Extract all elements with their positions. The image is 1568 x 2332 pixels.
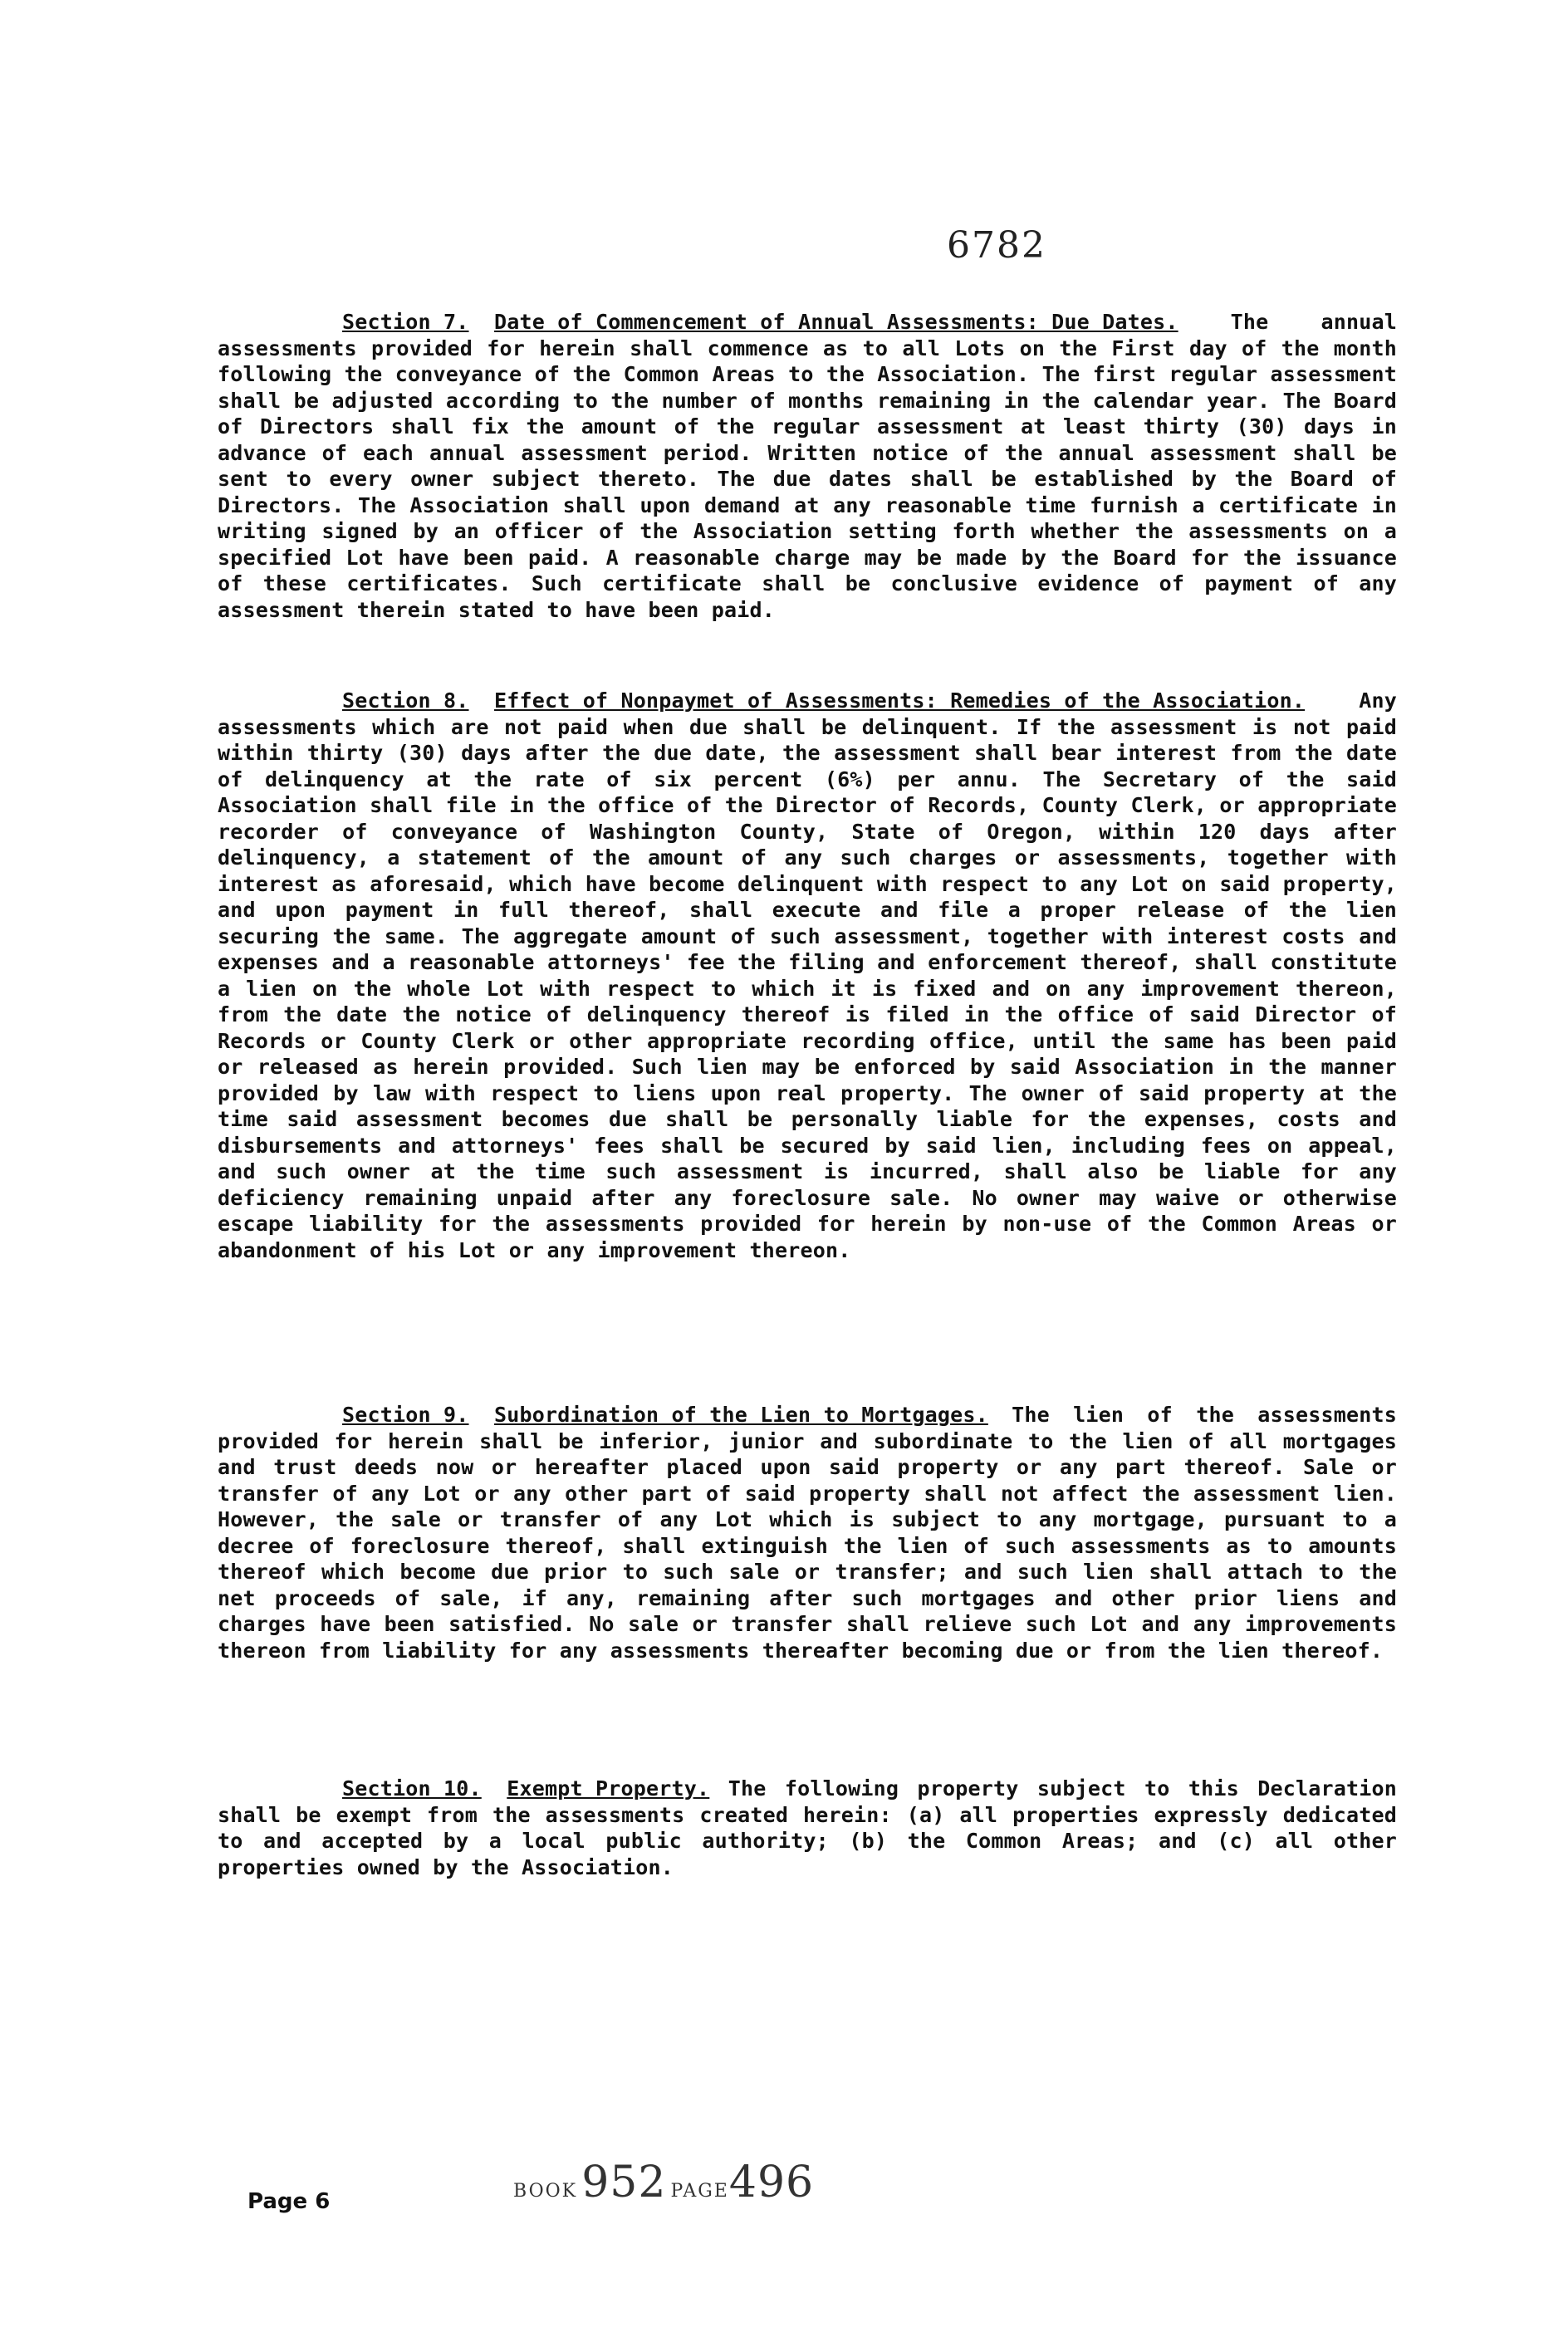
section-heading xyxy=(218,688,1305,714)
section-8 xyxy=(218,688,1397,1263)
section-title: Effect of Nonpaymet of Assessments: Remedies of the Association. xyxy=(494,688,1306,713)
page-label: Page 6 xyxy=(247,2189,331,2214)
section-body: Any assessments which are not paid when due shall be delinquent. If the assessment is not paid within thirty (30) days after the due date, the assessment shall bear interest from the date of delinquency at the rate of six percent (6%) per annu. The Secretary of the said Association shall file in the office of the Director of Records, County Clerk, or appropriate recorder of conveyance of Washington County, State of Oregon, within 120 days after delinquency, a statement of the amount of any such charges or assessments, together with interest as aforesaid, which have become delinquent with respect to any Lot on said property, and upon payment in full thereof, shall execute and file a proper release of the lien securing the same. The aggregate amount of such assessment, together with interest costs and expenses and a reasonable attorneys' fee the filing and enforcement thereof, shall constitute a lien on the whole Lot with respect to which it is fixed and on any improvement thereon, from the date the notice of delinquency thereof is filed in the office of said Director of Records or County Clerk or other appropriate recording office, until the same has been paid or released as herein provided. Such lien may be enforced by said Association in the manner provided by law with respect to liens upon real property. The owner of said property at the time said assessment becomes due shall be personally liable for the expenses, costs and disbursements and attorneys' fees shall be secured by said lien, including fees on appeal, and such owner at the time such assessment is incurred, shall also be liable for any deficiency remaining unpaid after any foreclosure sale. No owner may waive or otherwise escape liability for the assessments provided for herein by non-use of the Common Areas or abandonment of his Lot or any improvement thereon. xyxy=(218,688,1397,1262)
section-body: The lien of the assessments provided for herein shall be inferior, junior and subordinate to the lien of all mortgages and trust deeds now or hereafter placed upon said property or any part thereof. Sale or transfer of any Lot or any other part of said property shall not affect the assessment lien. However, the sale or transfer of any Lot which is subject to any mortgage, pursuant to a decree of foreclosure thereof, shall extinguish the lien of such assessments as to amounts thereof which become due prior to such sale or transfer; and such lien shall attach to the net proceeds of sale, if any, remaining after such mortgages and other prior liens and charges have been satisfied. No sale or transfer shall relieve such Lot and any improvements thereon from liability for any assessments thereafter becoming due or from the lien thereof. xyxy=(218,1403,1397,1663)
section-heading xyxy=(218,309,1178,336)
section-title: Date of Commencement of Annual Assessments: Due Dates. xyxy=(494,310,1178,334)
section-7 xyxy=(218,309,1397,623)
book-number: 952 xyxy=(581,2158,667,2207)
section-heading xyxy=(218,1402,988,1428)
section-number: Section 10. xyxy=(342,1776,482,1800)
book-page-stamp xyxy=(513,2158,814,2207)
section-heading xyxy=(218,1776,709,1802)
section-9 xyxy=(218,1402,1397,1663)
page-stamp-number: 496 xyxy=(728,2158,815,2207)
section-title: Subordination of the Lien to Mortgages. xyxy=(494,1403,988,1427)
page-stamp-label: PAGE xyxy=(670,2181,729,2202)
section-10 xyxy=(218,1776,1397,1880)
section-body: The annual assessments provided for herein shall commence as to all Lots on the First day of the month following the conveyance of the Common Areas to the Association. The first regular assessment shall be adjusted according to the number of months remaining in the calendar year. The Board of Directors shall fix the amount of the regular assessment at least thirty (30) days in advance of each annual assessment period. Written notice of the annual assessment shall be sent to every owner subject thereto. The due dates shall be established by the Board of Directors. The Association shall upon demand at any reasonable time furnish a certificate in writing signed by an officer of the Association setting forth whether the assessments on a specified Lot have been paid. A reasonable charge may be made by the Board for the issuance of these certificates. Such certificate shall be conclusive evidence of payment of any assessment therein stated to have been paid. xyxy=(218,310,1397,622)
section-number: Section 9. xyxy=(342,1403,469,1427)
section-number: Section 8. xyxy=(342,688,469,713)
book-label: BOOK xyxy=(513,2181,578,2202)
page-code: 6782 xyxy=(947,224,1046,267)
section-title: Exempt Property. xyxy=(507,1776,710,1800)
section-body: The following property subject to this Declaration shall be exempt from the assessments created herein: (a) all properties expressly dedicated to and accepted by a local public authority; (b) the Common Areas; and (c) all other properties owned by the Association. xyxy=(218,1776,1397,1879)
section-number: Section 7. xyxy=(342,310,469,334)
